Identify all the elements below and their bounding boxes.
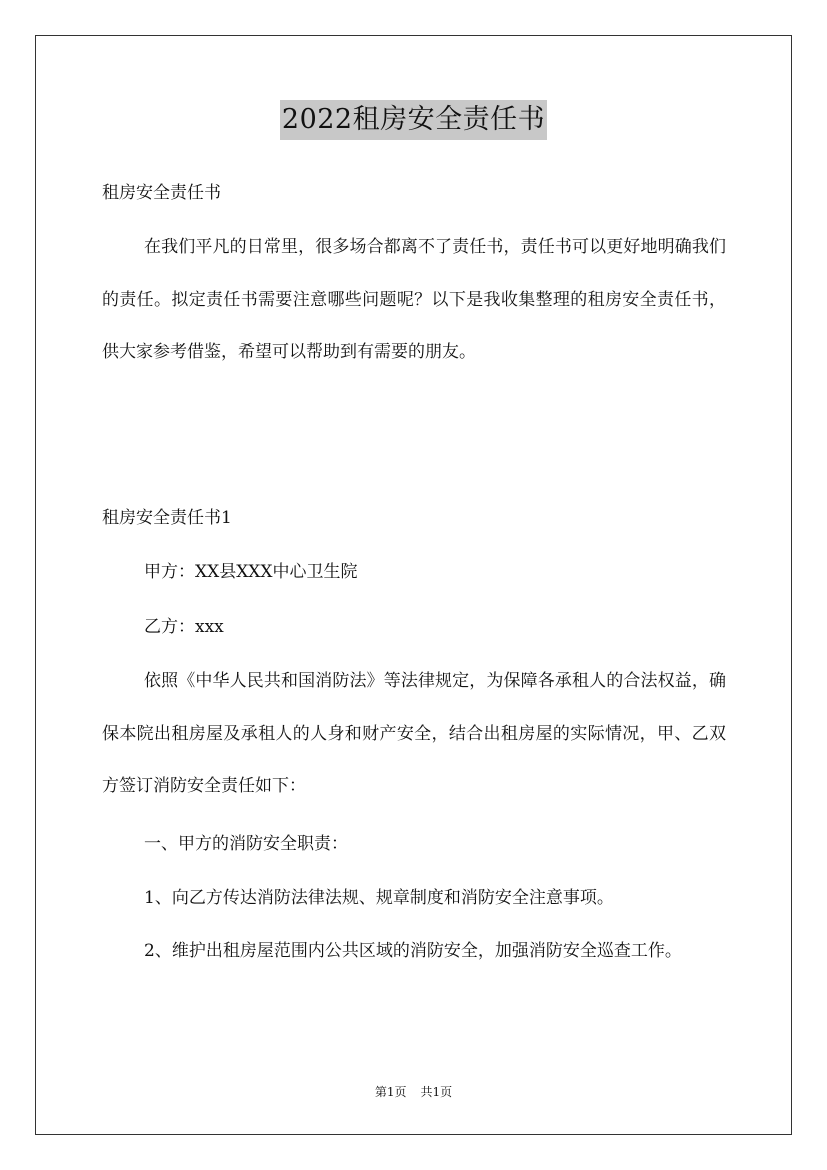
page-number-total: 共1页 xyxy=(420,1085,453,1099)
intro-paragraph: 在我们平凡的日常里，很多场合都离不了责任书，责任书可以更好地明确我们的责任。拟定责任书需要注意哪些问题呢？以下是我收集整理的租房安全责任书，供大家参考借鉴，希望可以帮助到有需要的朋友。 xyxy=(102,237,726,362)
duty-item-2: 2、维护出租房屋范围内公共区域的消防安全，加强消防安全巡查工作。 xyxy=(144,941,682,961)
document-title: 2022租房安全责任书 xyxy=(280,100,547,140)
document-subtitle: 租房安全责任书 xyxy=(102,183,221,203)
page-footer xyxy=(0,1082,827,1102)
basis-paragraph: 依照《中华人民共和国消防法》等法律规定，为保障各承租人的合法权益，确保本院出租房屋及承租人的人身和财产安全，结合出租房屋的实际情况，甲、乙双方签订消防安全责任如下： xyxy=(102,671,726,796)
duty-item-1: 1、向乙方传达消防法律法规、规章制度和消防安全注意事项。 xyxy=(144,888,614,908)
party-a: 甲方：XX县XXX中心卫生院 xyxy=(144,562,358,582)
duty-heading: 一、甲方的消防安全职责： xyxy=(144,834,348,854)
section-heading: 租房安全责任书1 xyxy=(102,508,232,528)
title-container xyxy=(0,100,827,140)
party-b: 乙方：xxx xyxy=(144,617,224,637)
page-number-current: 第1页 xyxy=(374,1085,407,1099)
